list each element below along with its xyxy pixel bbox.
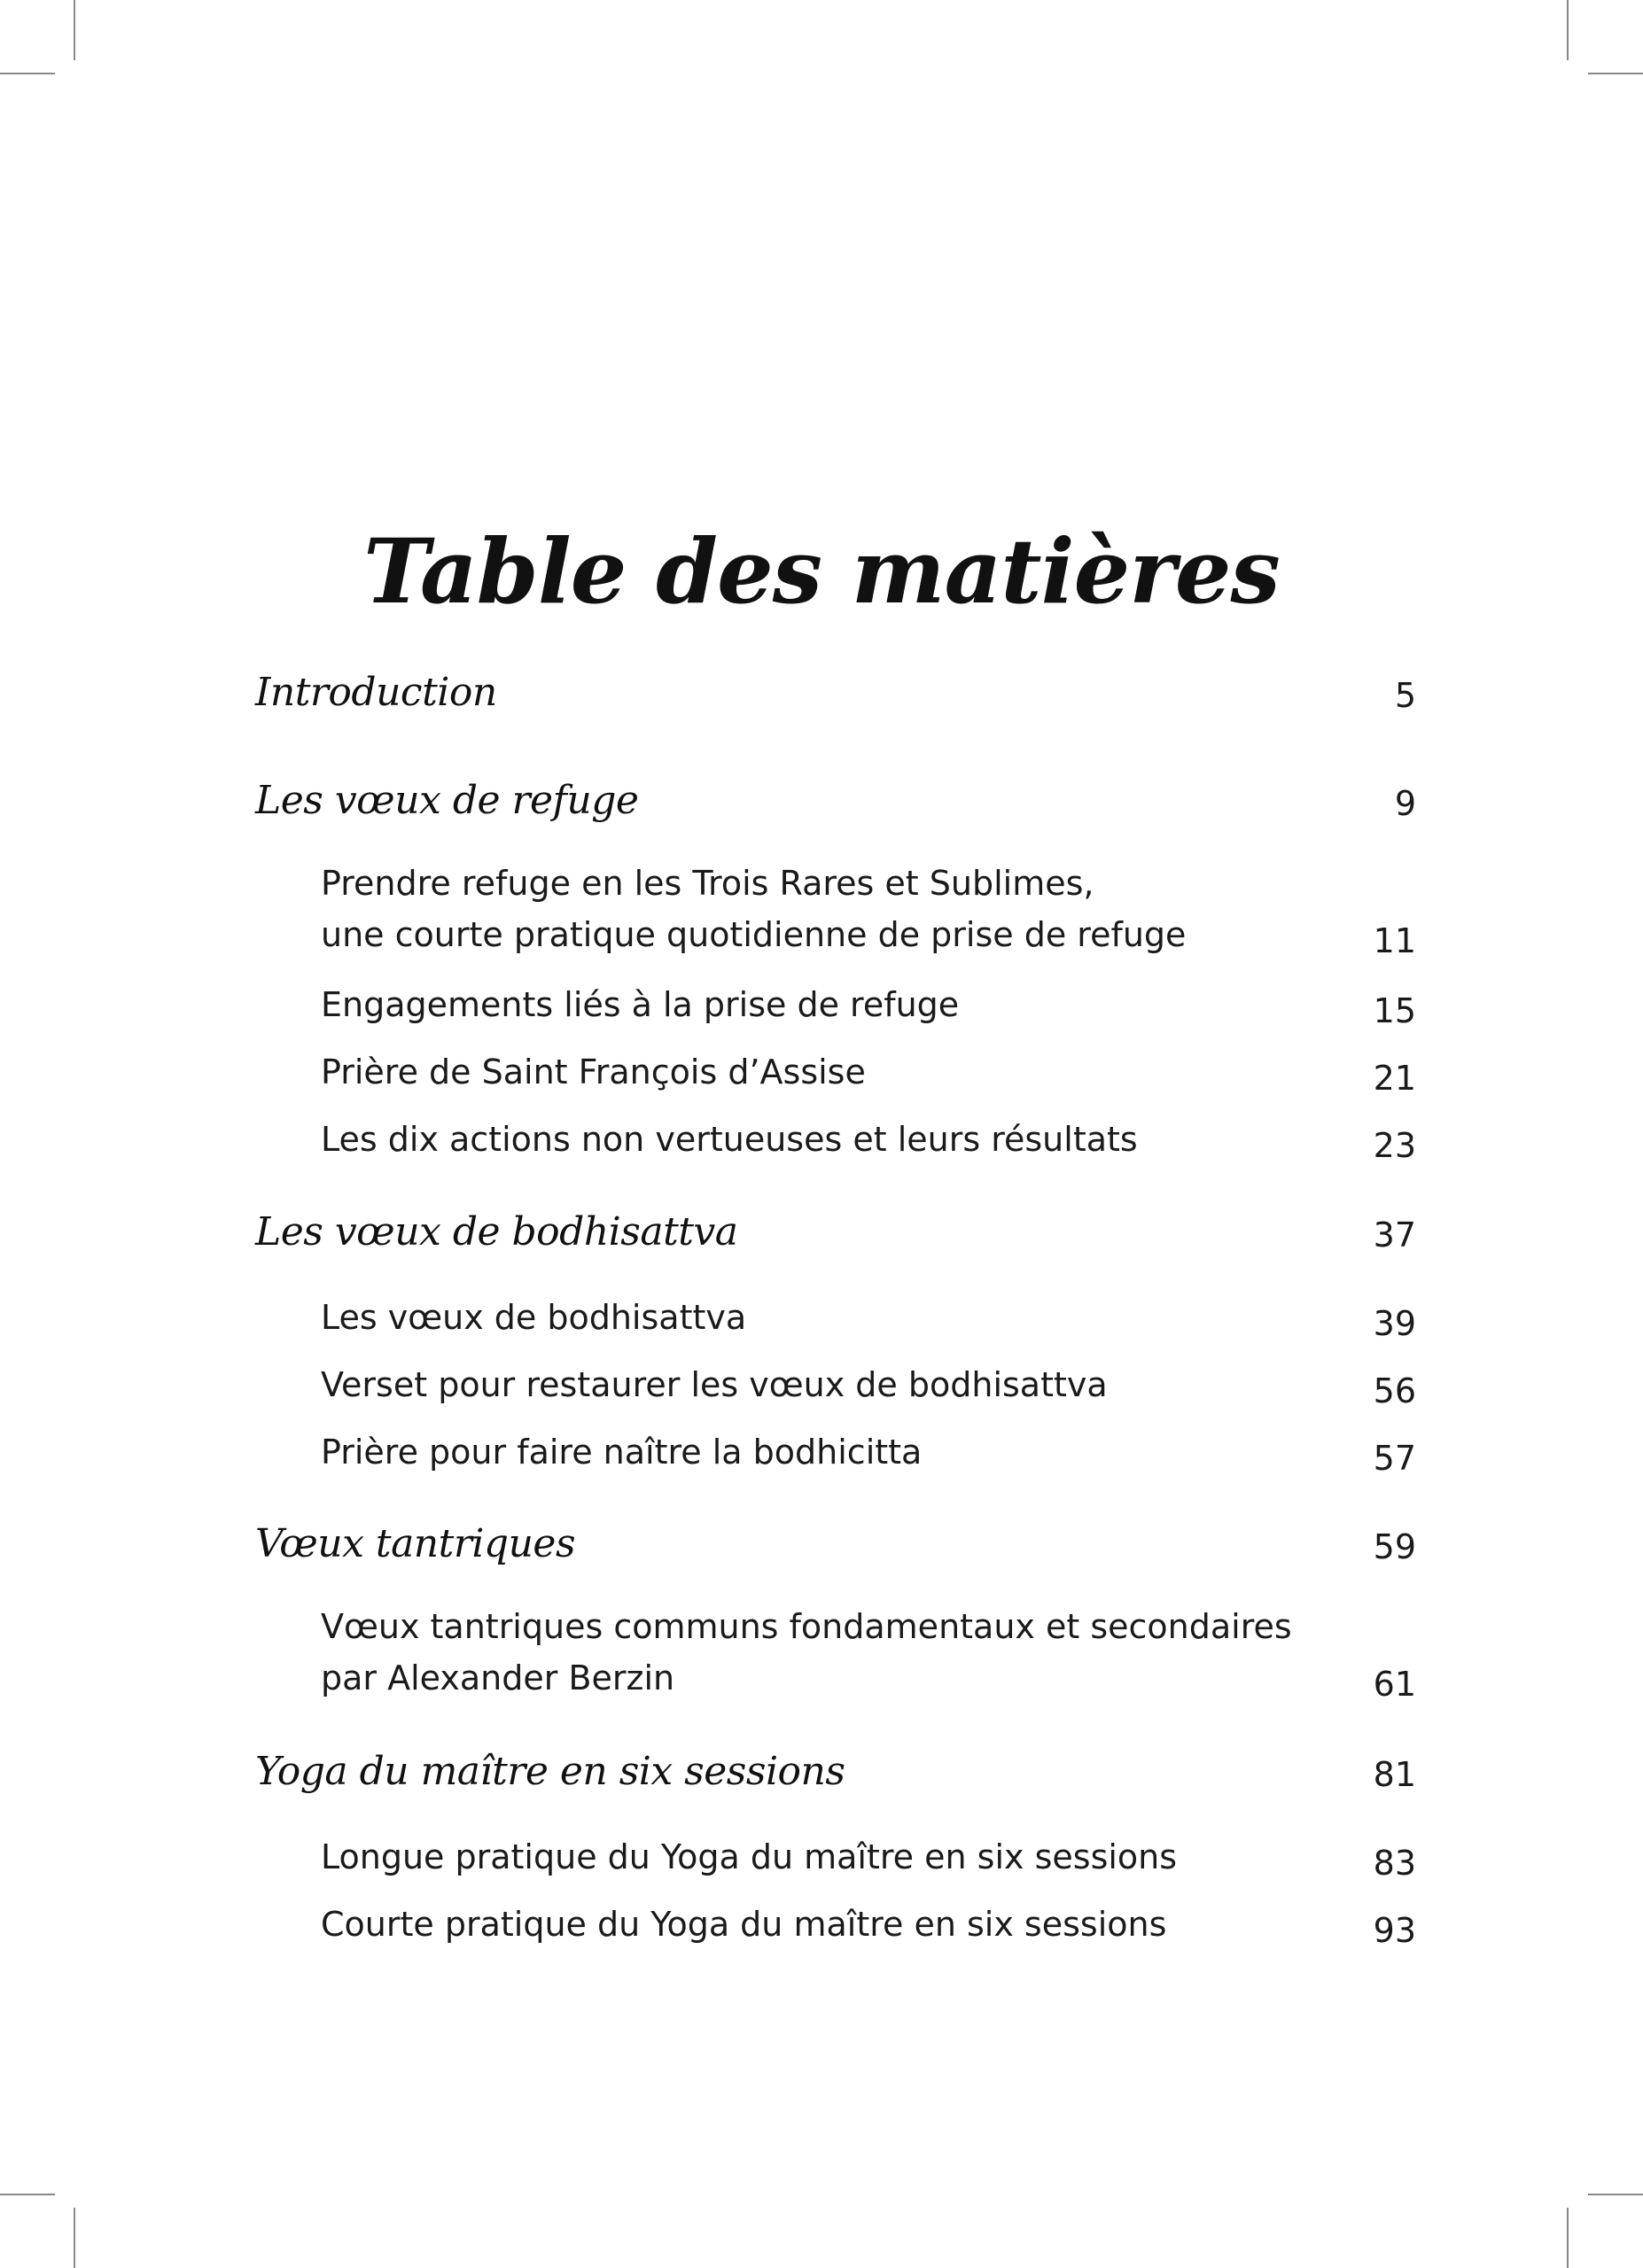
section-title: Yoga du maître en six sessions (255, 1749, 845, 1794)
section-page-number: 81 (1373, 1755, 1416, 1794)
crop-mark-top-right-h (1588, 73, 1643, 74)
section-title: Les vœux de refuge (255, 778, 639, 823)
section-title: Vœux tantriques (255, 1521, 576, 1566)
entry-title (255, 858, 1336, 960)
entry-title: Longue pratique du Yoga du maître en six sessions (321, 1837, 1178, 1876)
entry-page-number: 83 (1373, 1844, 1416, 1883)
toc-entry[interactable] (255, 1601, 1416, 1704)
entry-page-number: 11 (1373, 921, 1416, 960)
toc-entry[interactable] (255, 979, 1416, 1030)
crop-mark-top-right-v (1567, 0, 1569, 60)
section-title: Les vœux de bodhisattva (255, 1209, 738, 1254)
crop-mark-bottom-left-h (0, 2194, 55, 2195)
entry-line: Prendre refuge en les Trois Rares et Sublimes, (321, 864, 1094, 903)
section-page-number: 9 (1394, 784, 1416, 823)
section-page-number: 59 (1373, 1527, 1416, 1566)
crop-mark-bottom-right-h (1588, 2194, 1643, 2195)
entry-title: Engagements liés à la prise de refuge (321, 985, 960, 1024)
entry-page-number: 57 (1373, 1439, 1416, 1478)
toc-entry[interactable] (255, 1359, 1416, 1410)
toc-entry[interactable] (255, 858, 1416, 960)
crop-mark-top-left-v (74, 0, 75, 60)
entry-page-number: 23 (1373, 1126, 1416, 1165)
entry-page-number: 39 (1373, 1304, 1416, 1343)
entry-page-number: 15 (1373, 991, 1416, 1030)
toc-entry[interactable] (255, 1831, 1416, 1883)
toc-entry[interactable] (255, 1114, 1416, 1165)
entry-title: Prière pour faire naître la bodhicitta (321, 1433, 923, 1472)
entry-title: Courte pratique du Yoga du maître en six sessions (321, 1905, 1167, 1944)
section-page-number: 37 (1373, 1216, 1416, 1254)
entry-title: Verset pour restaurer les vœux de bodhisattva (321, 1365, 1108, 1404)
toc-entry[interactable] (255, 1899, 1416, 1950)
entry-title (255, 1601, 1336, 1704)
entry-line: une courte pratique quotidienne de prise de refuge (321, 915, 1187, 954)
crop-mark-bottom-left-v (74, 2208, 75, 2268)
section-title: Introduction (255, 670, 497, 715)
entry-page-number: 21 (1373, 1059, 1416, 1098)
toc-entry[interactable] (255, 1426, 1416, 1478)
toc-section-refuge[interactable] (255, 778, 1416, 823)
entry-page-number: 61 (1373, 1665, 1416, 1704)
entry-page-number: 56 (1373, 1371, 1416, 1410)
crop-mark-bottom-right-v (1567, 2208, 1569, 2268)
entry-page-number: 93 (1373, 1911, 1416, 1950)
toc-entry[interactable] (255, 1292, 1416, 1343)
toc-section-introduction[interactable] (255, 670, 1416, 715)
entry-title: Les dix actions non vertueuses et leurs résultats (321, 1120, 1138, 1159)
entry-title: Prière de Saint François d’Assise (321, 1052, 866, 1091)
page-title: Table des matières (363, 519, 1280, 624)
toc-entry[interactable] (255, 1046, 1416, 1098)
entry-line: Vœux tantriques communs fondamentaux et secondaires (321, 1607, 1292, 1646)
section-page-number: 5 (1394, 676, 1416, 715)
toc-section-tantriques[interactable] (255, 1521, 1416, 1566)
toc-section-yoga[interactable] (255, 1749, 1416, 1794)
crop-mark-top-left-h (0, 73, 55, 74)
toc-section-bodhisattva[interactable] (255, 1209, 1416, 1254)
entry-title: Les vœux de bodhisattva (321, 1298, 747, 1337)
entry-line: par Alexander Berzin (321, 1658, 675, 1697)
